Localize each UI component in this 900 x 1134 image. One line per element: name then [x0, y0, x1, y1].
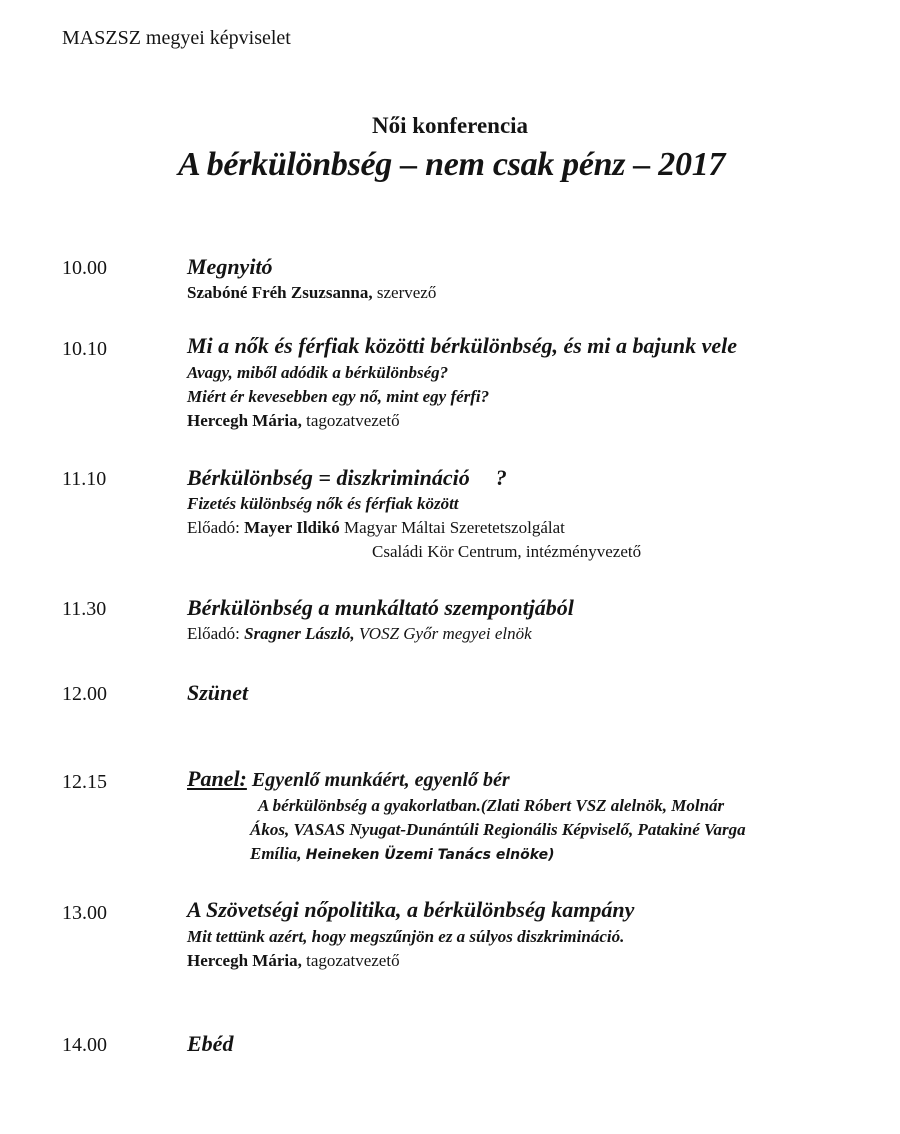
speaker-name: Mayer Ildikó [244, 518, 340, 537]
panel-label: Panel: [187, 766, 247, 791]
speaker-org-line: Családi Kör Centrum, intézményvezető [372, 542, 642, 561]
panel-line-part: Emília, [250, 844, 306, 863]
agenda-speaker [187, 283, 436, 303]
agenda-title [187, 465, 507, 491]
speaker-name: Hercegh Mária, [187, 411, 302, 430]
conference-title: Női konferencia [371, 113, 529, 138]
presenter-label: Előadó: [187, 624, 245, 643]
agenda-speaker [187, 624, 532, 644]
question-mark: ? [495, 465, 507, 490]
speaker-role: tagozatvezető [301, 411, 400, 430]
agenda-time: 12.15 [62, 771, 107, 793]
agenda-time: 12.00 [62, 683, 107, 705]
panel-line-part: Heineken Üzemi Tanács elnöke) [305, 847, 555, 863]
title-main: Bérkülönbség = diszkrimináció [187, 465, 470, 490]
panel-title: Egyenlő munkáért, egyenlő bér [246, 769, 510, 791]
agenda-subtitle: Miért ér kevesebben egy nő, mint egy férfi? [187, 387, 490, 406]
agenda-time: 14.00 [62, 1034, 107, 1056]
panel-line [250, 844, 554, 864]
agenda-speaker [187, 951, 400, 971]
agenda-subtitle: Fizetés különbség nők és férfiak között [187, 494, 459, 513]
speaker-role: szervező [372, 283, 437, 302]
agenda-speaker [187, 411, 400, 431]
agenda-title: Bérkülönbség a munkáltató szempontjából [187, 595, 574, 620]
panel-line: A bérkülönbség a gyakorlatban.(Zlati Róbert VSZ alelnök, Molnár [258, 796, 725, 815]
agenda-subtitle: Mit tettünk azért, hogy megszűnjön ez a súlyos diszkrimináció. [187, 927, 625, 946]
presenter-label: Előadó: [187, 518, 245, 537]
speaker-name: Szabóné Fréh Zsuzsanna, [187, 283, 373, 302]
agenda-time: 13.00 [62, 902, 107, 924]
agenda-subtitle: Avagy, miből adódik a bérkülönbség? [187, 363, 449, 382]
speaker-name: Sragner László, [244, 624, 355, 643]
agenda-time: 10.10 [62, 338, 107, 360]
agenda-time: 11.30 [62, 598, 107, 620]
conference-subtitle: A bérkülönbség – nem csak pénz – 2017 [178, 146, 726, 183]
agenda-title: Mi a nők és férfiak közötti bérkülönbség, és mi a bajunk vele [187, 333, 737, 358]
agenda-title: A Szövetségi nőpolitika, a bérkülönbség kampány [187, 897, 635, 922]
document-header: MASZSZ megyei képviselet [62, 27, 291, 49]
speaker-org: Magyar Máltai Szeretetszolgálat [339, 518, 565, 537]
agenda-time: 11.10 [62, 468, 107, 490]
speaker-role: VOSZ Győr megyei elnök [354, 624, 532, 643]
speaker-name: Hercegh Mária, [187, 951, 302, 970]
agenda-speaker [187, 518, 565, 538]
speaker-role: tagozatvezető [301, 951, 400, 970]
agenda-title [187, 766, 510, 792]
panel-line: Ákos, VASAS Nyugat-Dunántúli Regionális Képviselő, Patakiné Varga [250, 820, 746, 839]
agenda-time: 10.00 [62, 257, 107, 279]
agenda-title: Megnyitó [187, 254, 273, 279]
agenda-title: Szünet [187, 680, 249, 705]
agenda-title: Ebéd [187, 1031, 234, 1056]
